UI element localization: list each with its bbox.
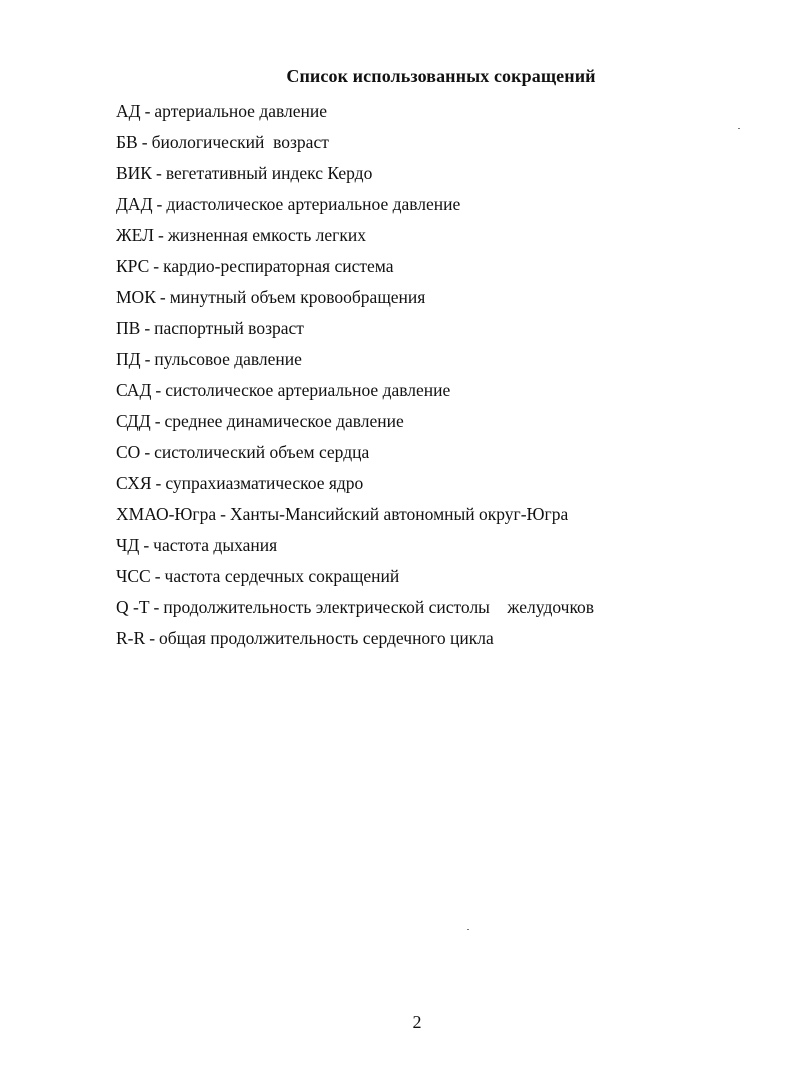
definition: среднее динамическое давление <box>164 411 404 431</box>
separator: - <box>155 163 162 183</box>
list-item <box>116 626 756 657</box>
abbreviation: КРС <box>116 256 150 276</box>
definition: жизненная емкость легких <box>167 225 366 245</box>
separator: - <box>158 225 164 245</box>
separator: - <box>141 132 148 152</box>
separator: - <box>155 380 162 400</box>
separator: - <box>154 411 161 431</box>
definition: вегетативный индекс Кердо <box>165 163 373 183</box>
abbreviation: ПД <box>116 349 141 369</box>
abbreviation: СО <box>116 442 141 462</box>
definition: кардио-респираторная система <box>163 256 394 276</box>
definition: артериальное давление <box>154 101 328 121</box>
abbreviation: ЖЕЛ <box>116 225 155 245</box>
abbreviation: ПВ <box>116 318 141 338</box>
list-item <box>116 378 756 409</box>
list-item <box>116 533 756 564</box>
separator: - <box>220 504 226 524</box>
definition: пульсовое давление <box>154 349 302 369</box>
separator: - <box>143 535 150 555</box>
abbreviation: МОК <box>116 287 156 307</box>
list-item <box>116 285 756 316</box>
separator: - <box>149 628 156 648</box>
definition: паспортный возраст <box>154 318 304 338</box>
abbreviation: ХМАО-Югра <box>116 504 217 524</box>
definition: частота дыхания <box>153 535 278 555</box>
definition: систолическое артериальное давление <box>165 380 451 400</box>
scan-speck <box>738 128 740 129</box>
separator: - <box>144 101 151 121</box>
abbreviation: ДАД <box>116 194 153 214</box>
list-item <box>116 316 756 347</box>
scan-speck <box>467 929 469 930</box>
definition: систолический объем сердца <box>154 442 370 462</box>
separator: - <box>144 318 151 338</box>
separator: - <box>155 473 162 493</box>
abbreviation: ВИК <box>116 163 152 183</box>
list-item <box>116 564 756 595</box>
list-item <box>116 254 756 285</box>
separator: - <box>144 442 151 462</box>
separator: - <box>153 256 160 276</box>
abbreviation: ЧСС <box>116 566 151 586</box>
separator: - <box>154 566 161 586</box>
separator: - <box>159 287 166 307</box>
abbreviation: СХЯ <box>116 473 152 493</box>
abbreviation: БВ <box>116 132 138 152</box>
list-item <box>116 471 756 502</box>
abbreviation: R-R <box>116 628 146 648</box>
definition: супрахиазматическое ядро <box>165 473 364 493</box>
list-item <box>116 440 756 471</box>
separator: - <box>144 349 151 369</box>
definition: минутный объем кровообращения <box>169 287 426 307</box>
abbreviation: АД <box>116 101 141 121</box>
abbreviation: СДД <box>116 411 151 431</box>
page-title: Список использованных сокращений <box>286 66 596 86</box>
abbreviation-list <box>116 99 756 657</box>
definition: диастолическое артериальное давление <box>166 194 461 214</box>
list-item <box>116 99 756 130</box>
list-item <box>116 130 756 161</box>
list-item <box>116 223 756 254</box>
list-item <box>116 502 756 533</box>
list-item <box>116 347 756 378</box>
list-item <box>116 595 756 626</box>
list-item <box>116 161 756 192</box>
separator: - <box>156 194 163 214</box>
list-item <box>116 192 756 223</box>
definition: частота сердечных сокращений <box>164 566 400 586</box>
definition: биологический возраст <box>151 132 329 152</box>
definition: общая продолжительность сердечного цикла <box>159 628 494 648</box>
abbreviation: ЧД <box>116 535 140 555</box>
abbreviation: САД <box>116 380 152 400</box>
abbreviation: Q -Т <box>116 597 150 617</box>
list-item <box>116 409 756 440</box>
definition: продолжительность электрической систолы желудочков <box>163 597 595 617</box>
page-number: 2 <box>412 1012 422 1032</box>
separator: - <box>153 597 160 617</box>
definition: Ханты-Мансийский автономный округ-Югра <box>229 504 569 524</box>
